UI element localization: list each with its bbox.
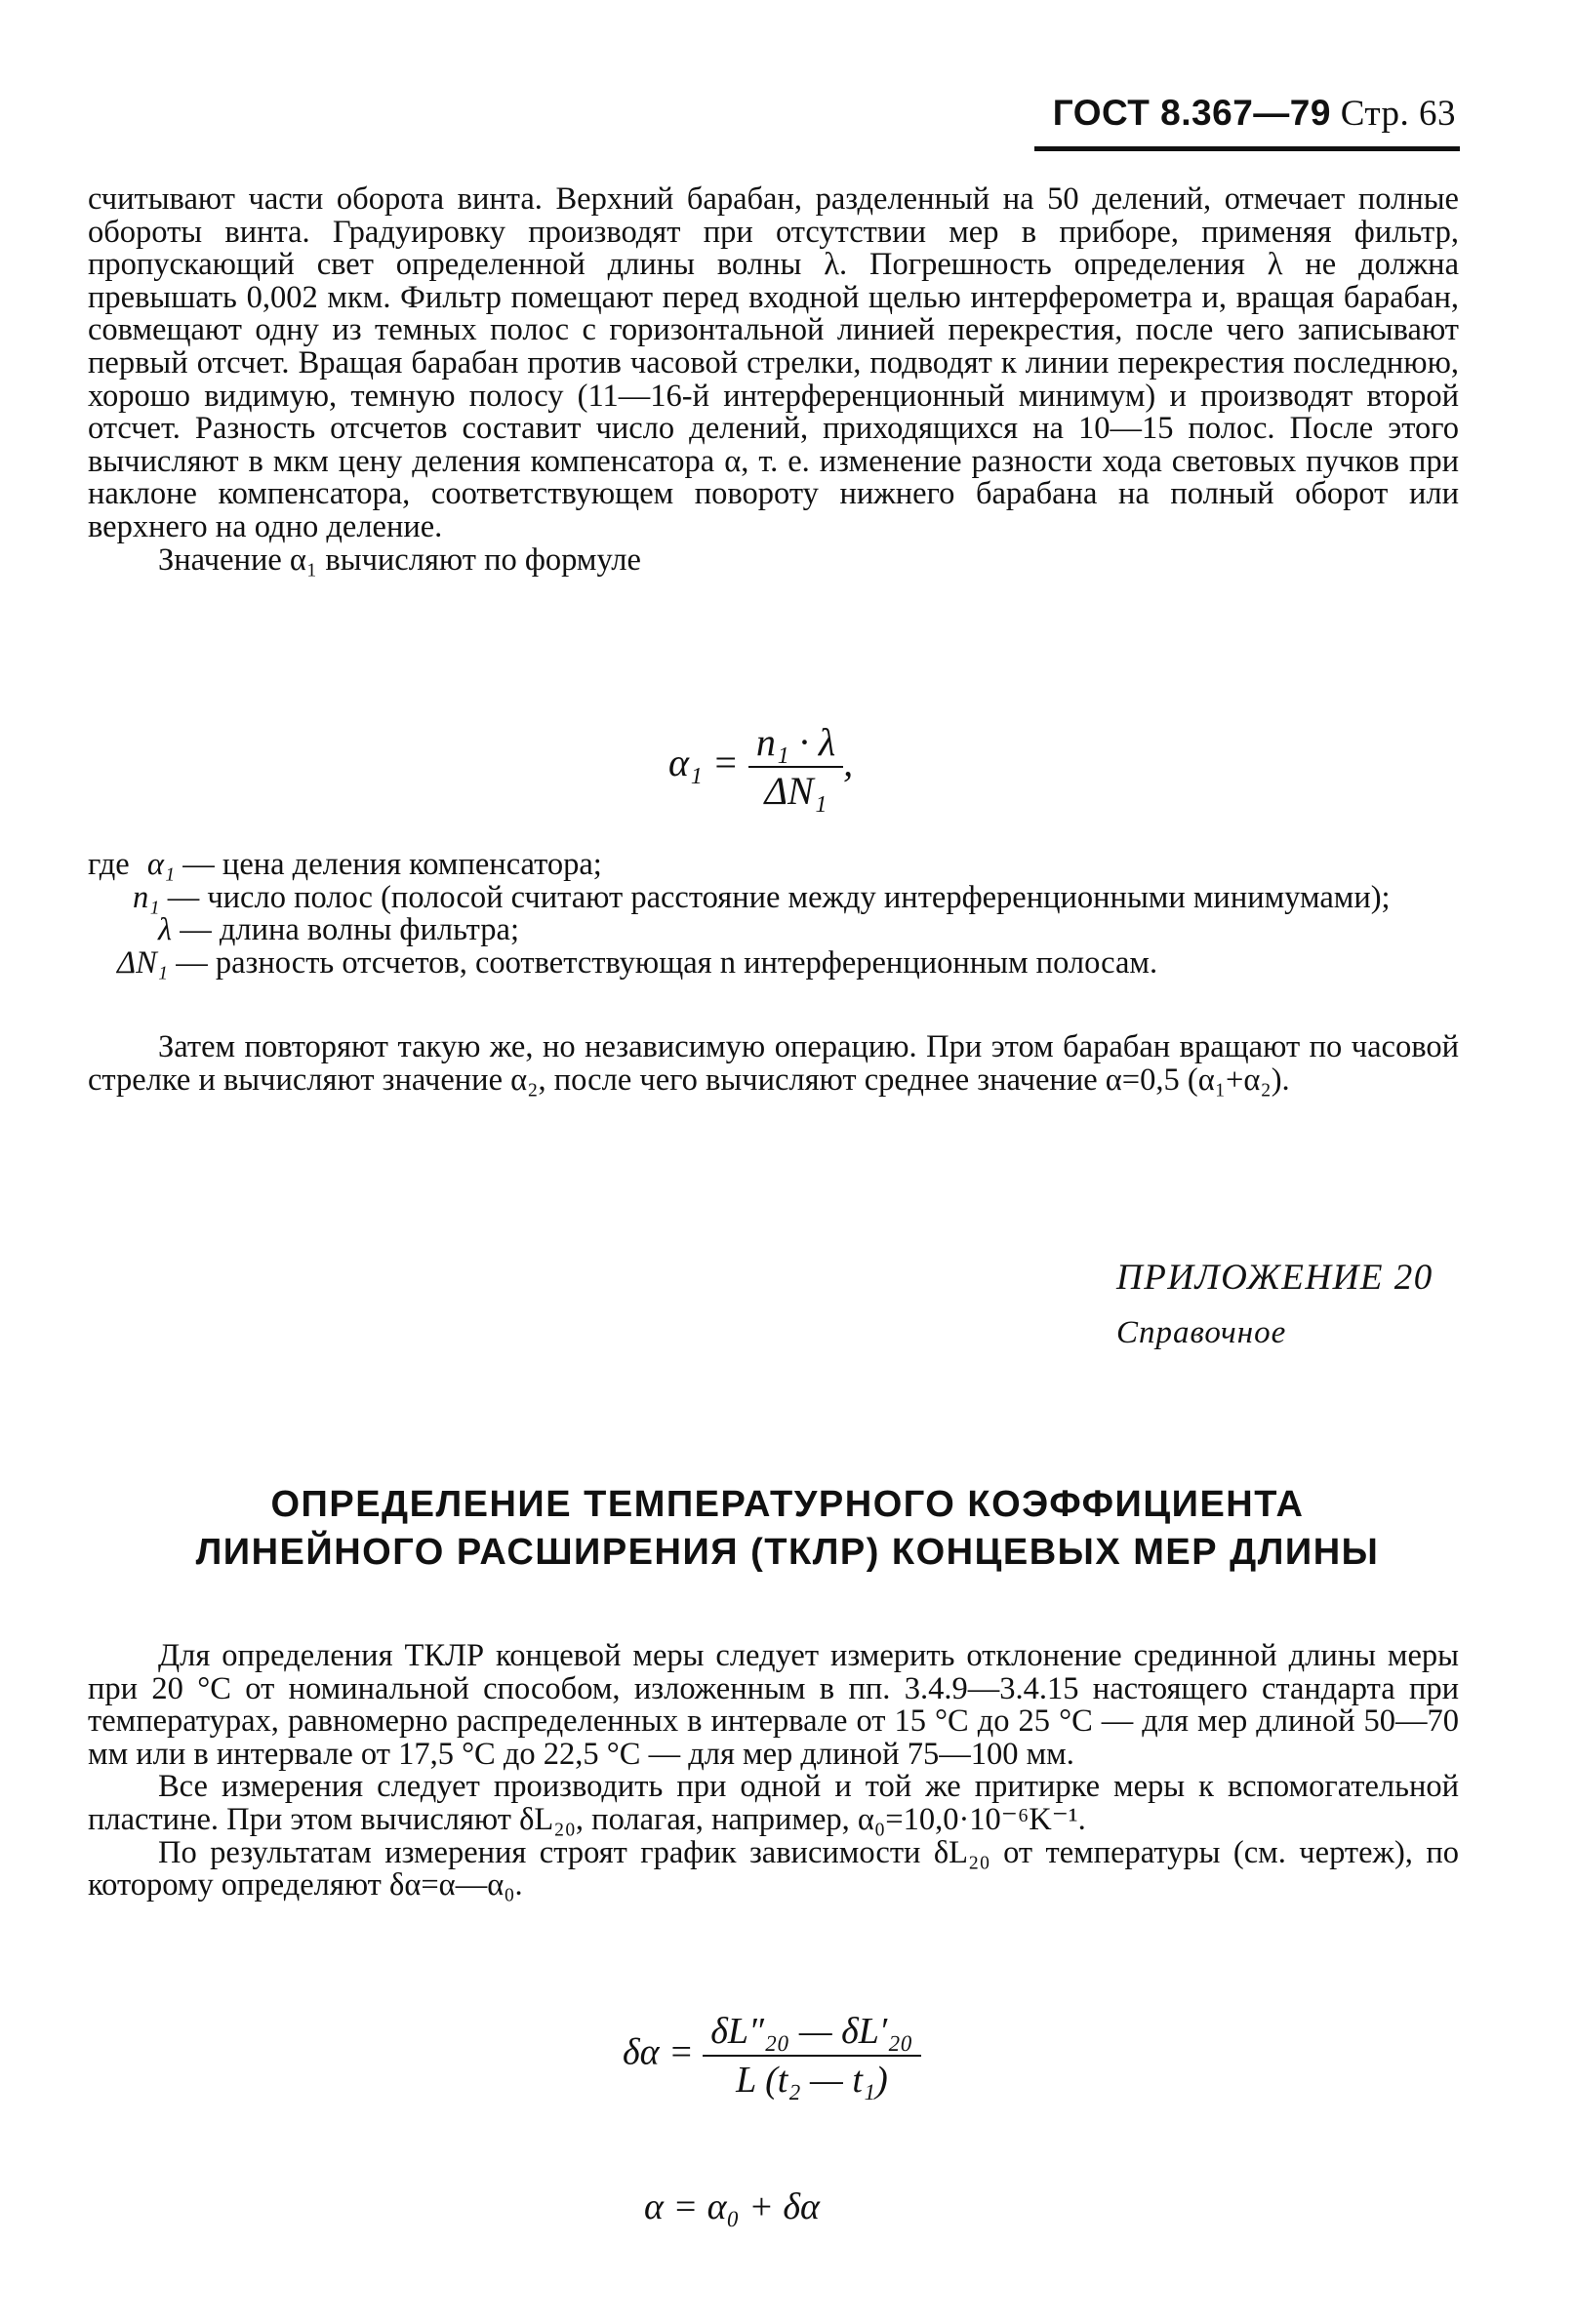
formula-intro: Значение α₁ вычисляют по формуле	[158, 541, 641, 578]
definition-row	[88, 849, 1459, 882]
appendix-label: ПРИЛОЖЕНИЕ 20	[1116, 1258, 1434, 1298]
definition-symbol: λ	[158, 912, 173, 948]
section2-text	[88, 1640, 1459, 1903]
formula-delta-alpha	[623, 2008, 921, 2104]
standard-number: ГОСТ 8.367—79	[1052, 93, 1331, 133]
where-label: где	[88, 847, 130, 882]
definition-text: — разность отсчетов, соответствующая n интерференционным полосам.	[176, 944, 1158, 981]
paragraph: считывают части оборота винта. Верхний барабан, разделенный на 50 делений, отмечает полные обороты винта. Градуировку производят при отсутствии мер в приборе, применяя фильтр, пропускающий свет определенной длины волны λ. Погрешность определения λ не должна превышать 0,002 мкм. Фильтр помещают перед входной щелью интерферометра и, вращая барабан, совмещают одну из темных полос с горизонтальной линией перекрестия, после чего записывают первый отсчет. Вращая барабан против часовой стрелки, подводят к линии перекрестия последнюю, хорошо видимую, темную полосу (11—16-й интерференционный минимум) и производят второй отсчет. Разность отсчетов составит число делений, приходящихся на 10—15 полос. После этого вычисляют в мкм цену деления компенсатора α, т. е. изменение разности хода световых пучков при наклоне компенсатора, соответствующем повороту нижнего барабана на полный оборот или верхнего на одно деление.	[88, 181, 1459, 544]
definition-text: — цена деления компенсатора;	[182, 847, 602, 882]
formula-lhs: α₁ =	[668, 741, 739, 785]
definitions-list	[88, 849, 1459, 980]
header-rule	[1034, 146, 1460, 151]
definition-text: — длина волны фильтра;	[180, 912, 519, 948]
definition-text: — число полос (полосой считают расстояние между интерференционными минимумами);	[167, 879, 1391, 915]
formula-numerator: n₁ · λ	[748, 719, 843, 768]
page-number: Стр. 63	[1340, 94, 1456, 134]
section-title	[0, 1481, 1575, 1577]
appendix-type: Справочное	[1116, 1315, 1287, 1350]
definition-symbol: n₁	[133, 879, 160, 915]
formula-trail: ,	[843, 741, 854, 785]
definition-row	[88, 914, 1459, 947]
formula-denominator: ΔN₁	[764, 769, 828, 813]
formula-numerator: δL″₂₀ — δL′₂₀	[703, 2008, 920, 2057]
formula-alpha1	[668, 719, 853, 815]
paragraph: По результатам измерения строят график зависимости δL₂₀ от температуры (см. чертеж), по которому определяют δα=α—α₀.	[88, 1834, 1459, 1903]
definition-row	[88, 879, 1459, 915]
page-header	[1053, 93, 1456, 135]
formula-fraction	[748, 719, 843, 815]
paragraph: Для определения ТКЛР концевой меры следует измерить отклонение срединной длины меры при 20 °С от номинальной способом, изложенным в пп. 3.4.9—3.4.15 настоящего стандарта при температурах, равномерно распределенных в интервале от 15 °С до 25 °С — для мер длиной 50—70 мм или в интервале от 17,5 °С до 22,5 °С — для мер длиной 75—100 мм.	[88, 1638, 1459, 1772]
formula-alpha: α = α₀ + δα	[644, 2186, 820, 2227]
definition-symbol: ΔN₁	[117, 944, 169, 981]
paragraph: Все измерения следует производить при одной и той же притирке меры к вспомогательной пластине. При этом вычисляют δL₂₀, полагая, например, α₀=10,0·10⁻⁶K⁻¹.	[88, 1769, 1459, 1837]
title-line: ЛИНЕЙНОГО РАСШИРЕНИЯ (ТКЛР) КОНЦЕВЫХ МЕР ДЛИНЫ	[195, 1532, 1380, 1573]
paragraph: Затем повторяют такую же, но независимую операцию. При этом барабан вращают по часовой стрелке и вычисляют значение α₂, после чего вычисляют среднее значение α=0,5 (α₁+α₂).	[88, 1029, 1459, 1098]
formula-lhs: δα =	[623, 2031, 694, 2073]
title-line: ОПРЕДЕЛЕНИЕ ТЕМПЕРАТУРНОГО КОЭФФИЦИЕНТА	[270, 1484, 1305, 1525]
section1-text	[88, 183, 1459, 577]
formula-fraction	[703, 2008, 920, 2104]
section1-closing	[88, 1031, 1459, 1097]
definition-row	[88, 944, 1459, 981]
formula-denominator: L (t₂ — t₁)	[736, 2060, 888, 2101]
definition-symbol: α₁	[146, 847, 176, 882]
